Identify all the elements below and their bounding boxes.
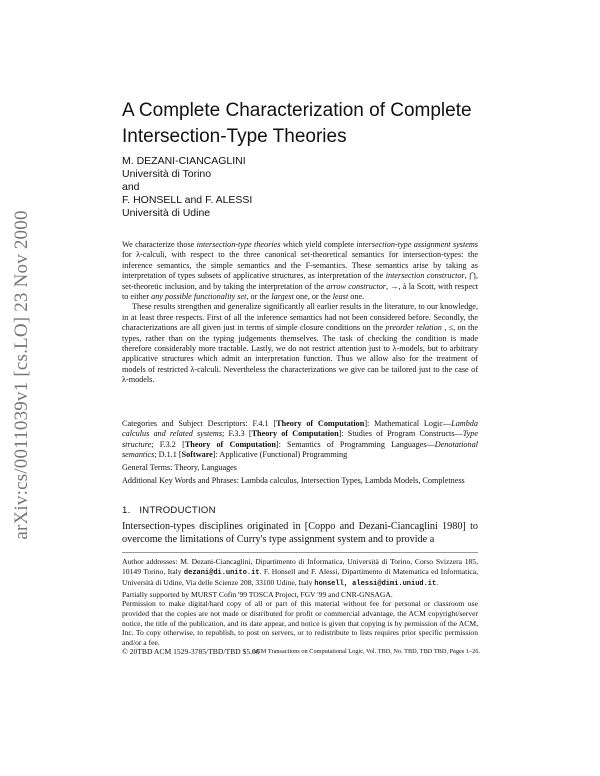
support-note: Partially supported by MURST Cofin '99 TOSCA Project, FGV '99 and CNR-GNSAGA. bbox=[122, 589, 393, 599]
section-title: INTRODUCTION bbox=[139, 505, 216, 516]
keywords-text: Additional Key Words and Phrases: Lambda calculus, Intersection Types, Lambda Models, Completness bbox=[122, 476, 465, 485]
running-footer: ACM Transactions on Computational Logic, Vol. TBD, No. TBD, TBD TBD, Pages 1–26. bbox=[252, 648, 480, 655]
author-block bbox=[122, 155, 542, 220]
permission-note: Permission to make digital/hard copy of all or part of this material without fee for personal or classroom use provided that the copies are not made or distributed for profit or commercial advantage, the ACM copyright/server notice, the title of the publication, and its date appear, and notice is given that copying is by permission of the ACM, Inc. To copy otherwise, to republish, to post on servers, or to redistribute to lists requires prior specific permission and/or a fee. bbox=[122, 599, 478, 647]
author-line: F. HONSELL and F. ALESSI bbox=[122, 194, 253, 206]
abstract-paragraph-1: We characterize those intersection-type theories which yield complete intersection-type assignment systems for λ-calculi, with respect to the three canonical set-theoretical semantics for intersection-types: the inference semantics, the simple semantics and the F-semantics. These semantics arise by taking as interpretation of types subsets of applicative structures, as interpretation of the intersection constructor, ⋂, set-theoretic inclusion, and by taking the interpretation of the arrow constructor, →, à la Scott, with respect to either any possible functionality set, or the largest one, or the least one. bbox=[122, 240, 479, 302]
abstract-paragraph-2: These results strengthen and generalize significantly all earlier results in the literature, to our knowledge, in at least three respects. First of all the inference semantics had not been considered before. Secondly, the characterizations are all given just in terms of simple closure conditions on the preorder relation , ≤, on the types, rather than on the typing judgements themselves. The task of checking the condition is made therefore considerably more tractable. Lastly, we do not restrict attention just to λ-models, but to arbitrary applicative structures which admit an interpretation function. Thus we allow also for the treatment of models of restricted λ-calculi. Nevertheless the characterizations we give can be tailored just to the case of λ-models. bbox=[122, 302, 479, 385]
footnote-rule bbox=[122, 552, 478, 553]
copyright-note: © 20TBD ACM 1529-3785/TBD/TBD $5.00 bbox=[122, 647, 260, 657]
author-line: Università di Torino bbox=[122, 168, 212, 180]
general-terms-text: General Terms: Theory, Languages bbox=[122, 463, 237, 472]
keywords bbox=[122, 476, 478, 486]
author-line: M. DEZANI-CIANCAGLINI bbox=[122, 155, 246, 167]
section-heading bbox=[122, 505, 216, 516]
intro-paragraph: Intersection-types disciplines originated in [Coppo and Dezani-Ciancaglini 1980] to overcome the limitations of Curry's type assignment system and to provide a bbox=[122, 521, 478, 545]
categories-text: Categories and Subject Descriptors: F.4.1 [Theory of Computation]: Mathematical Logic—Lambda calculus and related systems; F.3.3 [Theory of Computation]: Studies of Program Constructs—Type structure; F.3.2 [Theory of Computation]: Semantics of Programming Languages—Denotational semantics; D.1.1 [Software]: Applicative (Functional) Programming bbox=[122, 419, 479, 460]
author-line: and bbox=[122, 181, 140, 193]
author-addresses: Author addresses: M. Dezani-Ciancaglini, Dipartimento di Informatica, Università di Torino, Corso Svizzera 185, 10149 Torino, Italy dezani@di.unito.it. F. Honsell and F. Alessi, Dipartimento di Matematica ed Informatica, Università di Udine, Via delle Scienze 208, 33100 Udine, Italy honsell, alessi@dimi.uniud.it. bbox=[122, 557, 478, 589]
arxiv-stamp-text: arXiv:cs/0011039v1 [cs.LO] 23 Nov 2000 bbox=[11, 210, 32, 540]
section-number: 1. bbox=[122, 505, 131, 516]
subject-descriptors bbox=[122, 419, 478, 461]
title-line-1: A Complete Characterization of Complete bbox=[122, 100, 472, 121]
footnote bbox=[122, 557, 478, 657]
paper-title bbox=[122, 98, 542, 150]
title-line-2: Intersection-Type Theories bbox=[122, 126, 347, 147]
author-line: Università di Udine bbox=[122, 207, 211, 219]
general-terms bbox=[122, 463, 478, 473]
arxiv-stamp bbox=[4, 185, 40, 565]
abstract bbox=[122, 240, 478, 386]
